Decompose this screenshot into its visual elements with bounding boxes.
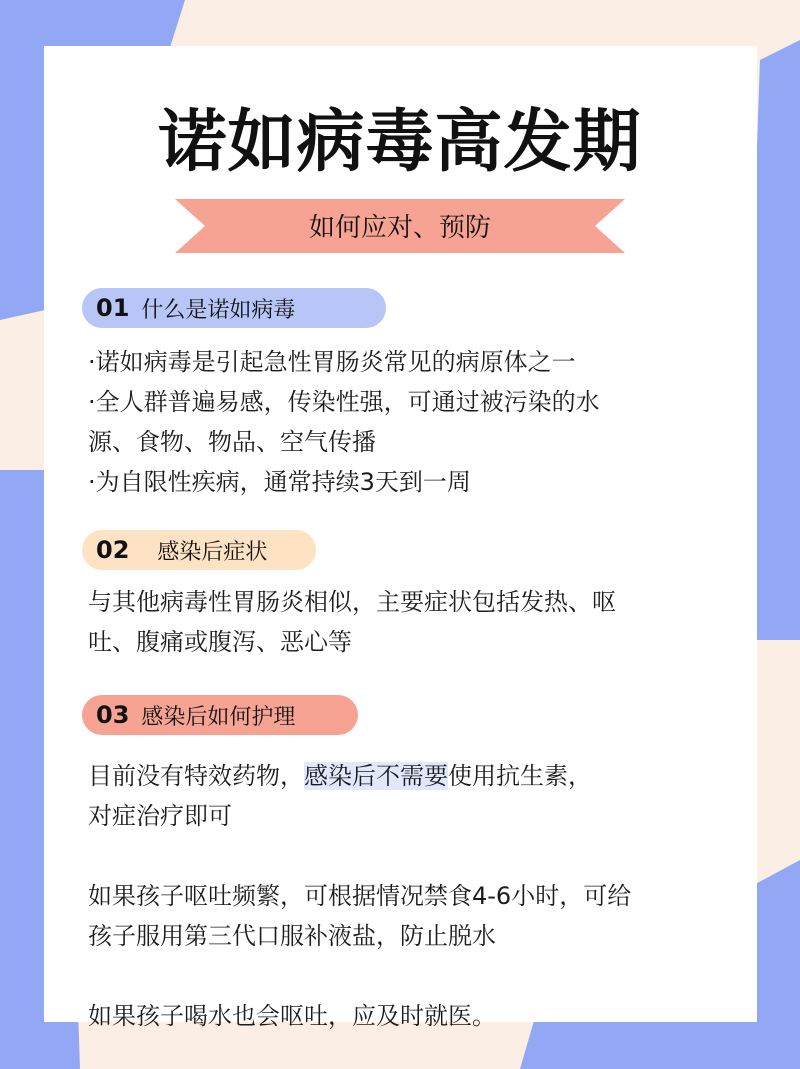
body-line: 源、食物、物品、空气传播 <box>88 428 376 456</box>
section-number: 01 <box>96 294 130 322</box>
body-line: 如果孩子呕吐频繁，可根据情况禁食4-6小时，可给 <box>88 882 632 910</box>
body-text: 目前没有特效药物， <box>88 762 304 790</box>
body-line: 如果孩子喝水也会呕吐，应及时就医。 <box>88 1002 496 1030</box>
section-02-heading <box>82 530 316 570</box>
body-line: 孩子服用第三代口服补液盐，防止脱水 <box>88 922 496 950</box>
page-title: 诺如病毒高发期 <box>158 103 642 182</box>
ribbon-text: 如何应对、预防 <box>308 213 491 243</box>
section-02-body <box>88 582 728 662</box>
section-title: 感染后如何护理 <box>141 704 296 730</box>
body-line: ·诺如病毒是引起急性胃肠炎常见的病原体之一 <box>88 348 576 376</box>
body-line: ·为自限性疾病，通常持续3天到一周 <box>88 468 471 496</box>
body-line <box>88 756 728 796</box>
body-line: 与其他病毒性胃肠炎相似，主要症状包括发热、呕 <box>88 588 616 616</box>
section-number: 03 <box>96 701 130 729</box>
section-number: 02 <box>96 536 130 564</box>
body-line: ·全人群普遍易感，传染性强，可通过被污染的水 <box>88 388 600 416</box>
section-01-heading <box>82 288 386 328</box>
section-03-heading <box>82 695 358 735</box>
body-text: 使用抗生素， <box>448 762 592 790</box>
body-line: 吐、腹痛或腹泻、恶心等 <box>88 628 352 656</box>
section-01-body <box>88 342 728 502</box>
section-03-body <box>88 756 728 1036</box>
section-title: 感染后症状 <box>157 539 268 565</box>
highlighted-text: 感染后不需要 <box>304 762 448 790</box>
section-title: 什么是诺如病毒 <box>141 297 296 323</box>
body-line: 对症治疗即可 <box>88 802 232 830</box>
